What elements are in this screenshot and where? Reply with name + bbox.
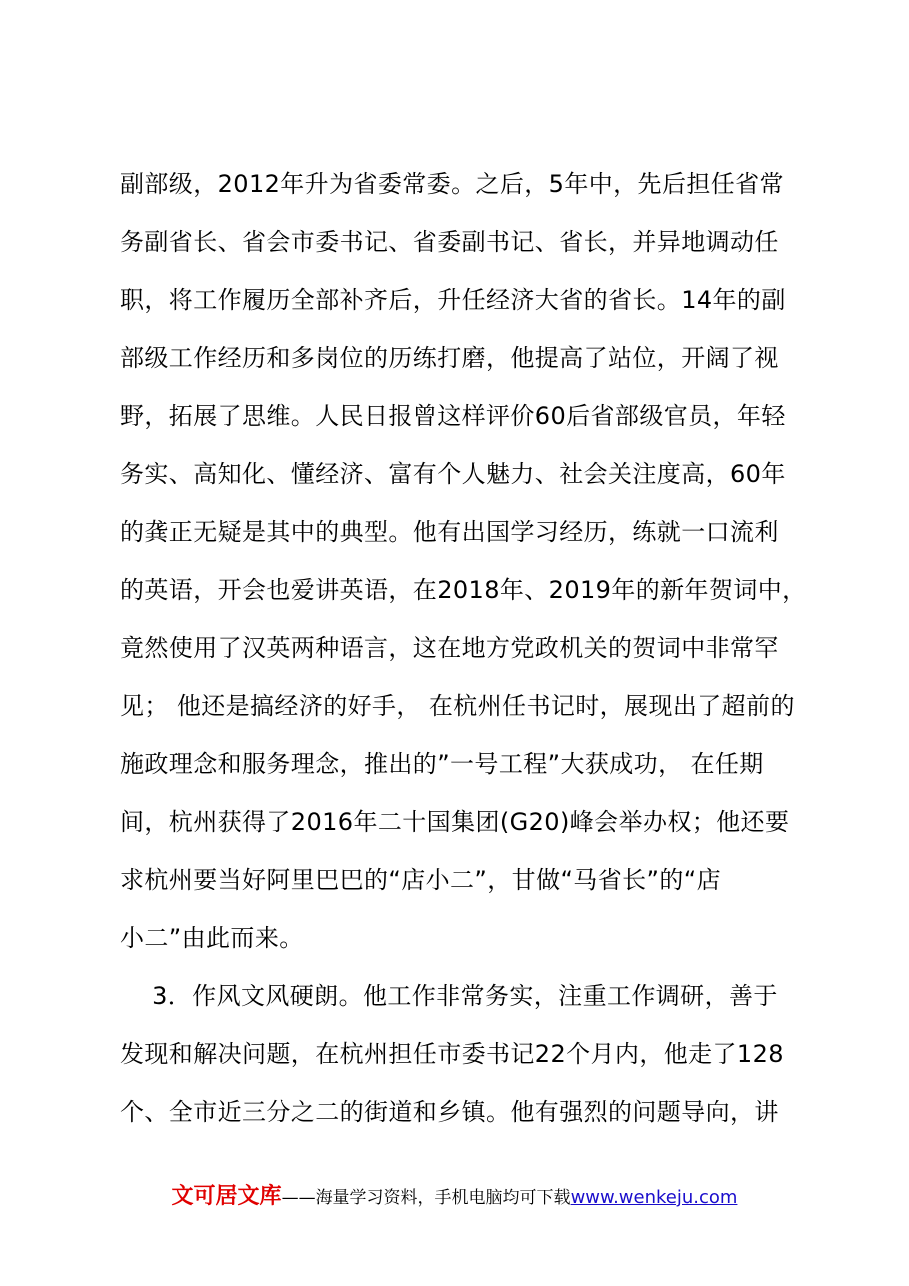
body-line: 施政理念和服务理念，推出的”一号工程”大获成功， 在任期 — [120, 750, 764, 778]
body-line: 小二”由此而来。 — [120, 924, 304, 952]
body-line: 见； 他还是搞经济的好手， 在杭州任书记时，展现出了超前的 — [120, 692, 795, 720]
body-line: 副部级，2012年升为省委常委。之后，5年中，先后担任省常 — [120, 170, 784, 198]
body-line: 求杭州要当好阿里巴巴的“店小二”，甘做“马省长”的“店 — [120, 866, 721, 894]
body-line: 野，拓展了思维。人民日报曾这样评价60后省部级官员，年轻 — [120, 402, 786, 430]
footer-url-link[interactable]: www.wenkeju.com — [570, 1187, 738, 1208]
body-line: 务实、高知化、懂经济、富有个人魅力、社会关注度高，60年 — [120, 460, 786, 488]
body-line: 间，杭州获得了2016年二十国集团(G20)峰会举办权；他还要 — [120, 808, 790, 836]
body-line: 的龚正无疑是其中的典型。他有出国学习经历，练就一口流利 — [120, 518, 779, 546]
body-line: 发现和解决问题，在杭州担任市委书记22个月内，他走了128 — [120, 1040, 784, 1068]
body-line: 的英语，开会也爱讲英语，在2018年、2019年的新年贺词中， — [120, 576, 807, 604]
body-line: 3．作风文风硬朗。他工作非常务实，注重工作调研，善于 — [120, 982, 778, 1010]
footer-brand: 文可居文库 — [171, 1184, 282, 1209]
body-line: 务副省长、省会市委书记、省委副书记、省长，并异地调动任 — [120, 228, 779, 256]
body-line: 职，将工作履历全部补齐后，升任经济大省的省长。14年的副 — [120, 286, 786, 314]
footer-slogan: ——海量学习资料，手机电脑均可下载 — [281, 1188, 571, 1208]
footer-banner — [0, 1180, 909, 1214]
body-line: 竟然使用了汉英两种语言，这在地方党政机关的贺词中非常罕 — [120, 634, 779, 662]
body-line: 个、全市近三分之二的街道和乡镇。他有强烈的问题导向，讲 — [120, 1098, 779, 1126]
body-line: 部级工作经历和多岗位的历练打磨，他提高了站位，开阔了视 — [120, 344, 779, 372]
